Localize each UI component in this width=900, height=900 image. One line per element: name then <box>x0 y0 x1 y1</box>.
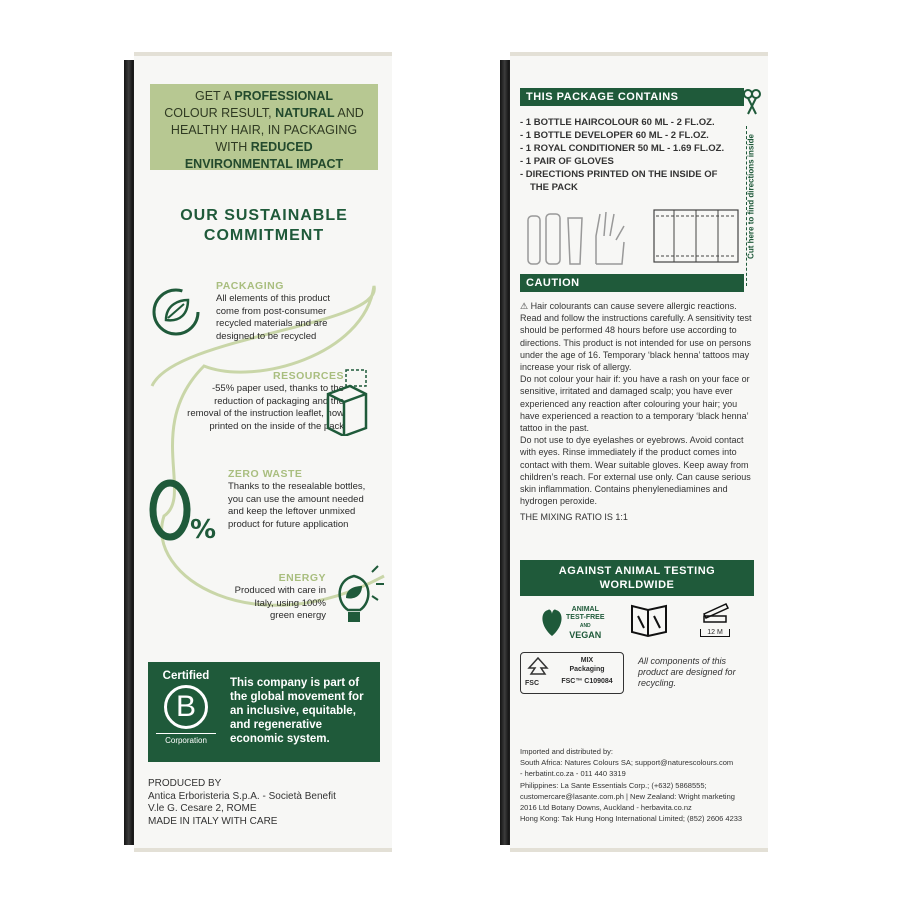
caution-title: CAUTION <box>520 274 744 292</box>
fsc-mix-badge: FSC MIX Packaging FSC™ C109084 <box>520 652 624 694</box>
importer-info: Imported and distributed by: South Africa: Natures Colours SA; support@naturescolours.com - herbatint.co.za - 011 440 3319 Philippines: La Sante Essentials Corp.; (+632) 5868555; customercare@lasante.com.ph | New Zealand: Wright marketing 2016 Ltd Botany Downs, Auckland - herbavita.co.nz Hong Kong: Tak Hung Hong International Limited; (852) 2606 4233 <box>520 747 743 824</box>
zero-percent-icon <box>144 476 224 546</box>
list-item: - 1 BOTTLE HAIRCOLOUR 60 ML - 2 FL.OZ. <box>520 117 715 128</box>
bcorp-text: This company is part of the global movement for an inclusive, equitable, and regenerative economic system. <box>230 677 364 745</box>
section-heading: PACKAGING <box>216 280 284 292</box>
cut-here-marker: Cut here to find directions inside <box>742 86 762 286</box>
recycle-leaf-icon <box>148 284 204 340</box>
package-contents-title: THIS PACKAGE CONTAINS <box>520 88 744 106</box>
package-contents-illustration <box>524 206 744 268</box>
section-heading: ENERGY <box>278 572 326 584</box>
period-after-opening-icon: 12 M <box>700 602 730 638</box>
instructions-inside-icon <box>630 602 670 638</box>
vegan-badge: ANIMAL TEST-FREE AND VEGAN <box>540 602 610 642</box>
caution-text: ⚠ Hair colourants can cause severe allergic reactions. Read and follow the instructions carefully. A sensitivity test should be performed 48 hours before use according to directions. This product is not intended for use on persons under the age of 16. Temporary ‘black henna’ tattoos may increase your risk of allergy. Do not colour your hair if: you have a rash on your face or sensitive, irritated and damaged scalp; you have ever experienced any reaction after colouring your hair; you have experienced a reaction to a temporary ‘black henna’ tattoo in the past. Do not use to dye eyelashes or eyebrows. Avoid contact with eyes. Rinse immediately if the product comes into contact with them. Wear suitable gloves. Keep away from children’s reach. For external use only. Can cause serious skin inflammation. Contains phenylenediamines and hydrogen peroxide. THE MIXING RATIO IS 1:1 <box>520 301 752 523</box>
left-box-panel <box>134 52 392 852</box>
lightbulb-leaf-icon <box>328 564 384 630</box>
heart-leaf-icon <box>540 604 564 638</box>
right-box-panel <box>510 52 768 852</box>
section-text: Thanks to the resealable bottles, you can use the amount needed and keep the leftover unmixed product for future application <box>228 481 366 530</box>
bcorp-logo: Certified B Corporation <box>156 670 216 745</box>
svg-text:%: % <box>190 515 217 545</box>
list-item: - DIRECTIONS PRINTED ON THE INSIDE OF THE PACK <box>520 169 718 193</box>
recycling-note: All components of this product are designed for recycling. <box>638 656 736 688</box>
section-text: -55% paper used, thanks to the reduction of packaging and the removal of the instruction leaflet, now printed on the inside of the pack <box>187 383 344 432</box>
section-text: All elements of this product come from post-consumer recycled materials and are designed to be recycled <box>216 293 331 342</box>
box-icon <box>320 366 374 436</box>
animal-testing-banner: AGAINST ANIMAL TESTING WORLDWIDE <box>520 560 754 596</box>
warning-icon: ⚠ <box>520 301 531 311</box>
list-item: - 1 BOTTLE DEVELOPER 60 ML - 2 FL.OZ. <box>520 130 709 141</box>
commitment-title: OUR SUSTAINABLE COMMITMENT <box>180 207 348 244</box>
sustainability-banner: GET A PROFESSIONAL COLOUR RESULT, NATURAL AND HEALTHY HAIR, IN PACKAGING WITH REDUCED ENVIRONMENTAL IMPACT <box>150 84 378 170</box>
section-text: Produced with care in Italy, using 100% green energy <box>234 585 326 621</box>
bcorp-certification-block <box>148 662 380 762</box>
list-item: - 1 PAIR OF GLOVES <box>520 156 614 167</box>
fsc-tree-icon <box>527 656 549 678</box>
producer-info: PRODUCED BY Antica Erboristeria S.p.A. - Società Benefit V.le G. Cesare 2, ROME MADE IN ITALY WITH CARE <box>148 778 336 827</box>
section-heading: RESOURCES <box>272 370 344 382</box>
package-contents-list <box>520 116 730 194</box>
list-item: - 1 ROYAL CONDITIONER 50 ML - 1.69 FL.OZ. <box>520 143 725 154</box>
section-heading: ZERO WASTE <box>228 468 303 480</box>
